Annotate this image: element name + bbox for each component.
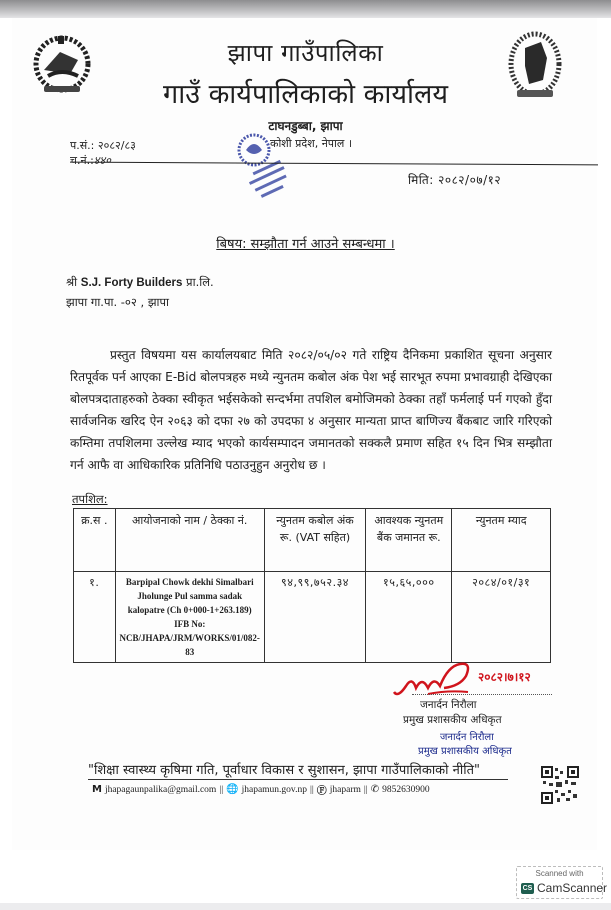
contact-line bbox=[92, 782, 430, 797]
table-header-row bbox=[74, 509, 551, 572]
header-project: आयोजनाको नाम / ठेक्का नं. bbox=[115, 509, 264, 572]
dispatch-number bbox=[70, 153, 111, 168]
email-link[interactable]: jhapagaunpalika@gmail.com bbox=[104, 784, 217, 795]
recipient-name-line bbox=[66, 275, 214, 290]
dispatch-value: ४४० bbox=[93, 154, 111, 167]
reference-number: प.सं.: २०८२/८३ bbox=[70, 139, 136, 152]
letter-date: मिति: २०८२/०७/१२ bbox=[408, 173, 502, 187]
address-line-1: टाघनडुब्बा, झापा bbox=[268, 119, 343, 133]
signature-line bbox=[412, 694, 552, 695]
bottom-bar bbox=[0, 903, 611, 910]
recipient-address: झापा गा.पा. -०२ , झापा bbox=[66, 295, 170, 309]
subject-line bbox=[0, 234, 611, 252]
header-sn: क्र.स . bbox=[74, 509, 116, 572]
website-link[interactable]: jhapamun.gov.np bbox=[241, 784, 307, 795]
camscanner-badge bbox=[516, 866, 608, 899]
table-caption: तपशिल: bbox=[72, 492, 108, 506]
dispatch-label: च.नं.: bbox=[70, 154, 94, 167]
camscanner-logo-icon: CS bbox=[522, 884, 533, 892]
camscanner-name: CamScanner bbox=[537, 881, 608, 895]
name-stamp: जनार्दन निरौला bbox=[440, 732, 494, 743]
separator: || bbox=[363, 784, 368, 795]
cell-min-bid: ९४,९९,७५२.३४ bbox=[264, 572, 365, 663]
facebook-icon: Ⓕ bbox=[316, 786, 327, 797]
cell-project: Barpipal Chowk dekhi Simalbari Jholunge Pul samma sadak kalopatre (Ch 0+000-1+263.189) IFB No: NCB/JHAPA/JRM/WORKS/01/082-83 bbox=[115, 572, 264, 663]
table-row bbox=[74, 572, 551, 663]
recipient-name: S.J. Forty Builders bbox=[80, 277, 183, 289]
signatory-name: जनार्दन निरौला bbox=[420, 699, 477, 711]
handwritten-date: २०८२।७।१२ bbox=[478, 670, 531, 684]
phone-number[interactable]: 9852630900 bbox=[382, 784, 430, 795]
header-bank-guarantee: आवश्यक न्युनतम बैंक जमानत रू. bbox=[366, 509, 452, 572]
office-name: गाउँ कार्यपालिकाको कार्यालय bbox=[163, 79, 448, 110]
handwritten-signature bbox=[388, 662, 558, 698]
designation-stamp: प्रमुख प्रशासकीय अधिकृत bbox=[418, 746, 512, 757]
municipality-name: झापा गाउँपालिका bbox=[227, 39, 384, 67]
footer-divider bbox=[88, 779, 508, 780]
globe-icon: 🌐 bbox=[226, 784, 239, 795]
cell-bank-guarantee: १५,६५,००० bbox=[366, 572, 452, 663]
signatory-designation: प्रमुख प्रशासकीय अधिकृत bbox=[403, 714, 502, 726]
qr-code bbox=[541, 766, 579, 804]
facebook-link[interactable]: jhaparm bbox=[329, 784, 361, 795]
phone-icon: ✆ bbox=[370, 784, 380, 795]
address-line-2: कोशी प्रदेश, नेपाल । bbox=[270, 137, 353, 150]
contract-details-table bbox=[73, 508, 551, 663]
letter-body: प्रस्तुत विषयमा यस कार्यालयबाट मिति २०८२/०५/०२ गते राष्ट्रिय दैनिकमा प्रकाशित सूचना अनुसार रितपूर्वक पर्न आएका E-Bid बोलपत्रहरु मध्ये न्युनतम कबोल अंक पेश भई सारभूत रुपमा प्रभावग्राही देखिएका बोलपत्रदाताहरुको ठेक्का स्वीकृत भईसकेको सन्दर्भमा तपशिल बमोजिमको ठेक्का तहाँ फर्मलाई पर्न गएको हुँदा सार्वजनिक खरिद ऐन २०६३ को दफा २७ को उपदफा ४ अनुसार मान्यता प्राप्त बाणिज्य बैंकबाट जारि गरिएको कम्तिमा तपशिलमा उल्लेख म्याद भएको कार्यसम्पादन जमानतको सक्कलै प्रमाण सहित १५ दिन भित्र सम्झौता गर्न आफै वा आधिकारिक प्रतिनिधि पठाउनुहुन अनुरोध छ । bbox=[70, 348, 552, 472]
header-min-validity: न्युनतम म्याद bbox=[452, 509, 551, 572]
recipient-suffix: प्रा.लि. bbox=[186, 275, 214, 289]
subject-text: बिषय: सम्झौता गर्न आउने सम्बन्धमा । bbox=[216, 237, 395, 252]
scanned-with-text: Scanned with bbox=[535, 869, 584, 878]
separator: || bbox=[309, 784, 314, 795]
recipient-prefix: श्री bbox=[66, 275, 78, 289]
gmail-icon: M bbox=[92, 784, 102, 795]
cell-min-validity: २०८४/०१/३१ bbox=[452, 572, 551, 663]
top-shadow-bar bbox=[0, 0, 611, 18]
separator: || bbox=[219, 784, 224, 795]
municipality-motto: "शिक्षा स्वास्थ्य कृषिमा गति, पूर्वाधार विकास र सुशासन, झापा गाउँपालिकाको नीति" bbox=[88, 763, 481, 778]
cell-sn: १. bbox=[74, 572, 116, 663]
header-min-bid: न्युनतम कबोल अंक रू. (VAT सहित) bbox=[264, 509, 365, 572]
